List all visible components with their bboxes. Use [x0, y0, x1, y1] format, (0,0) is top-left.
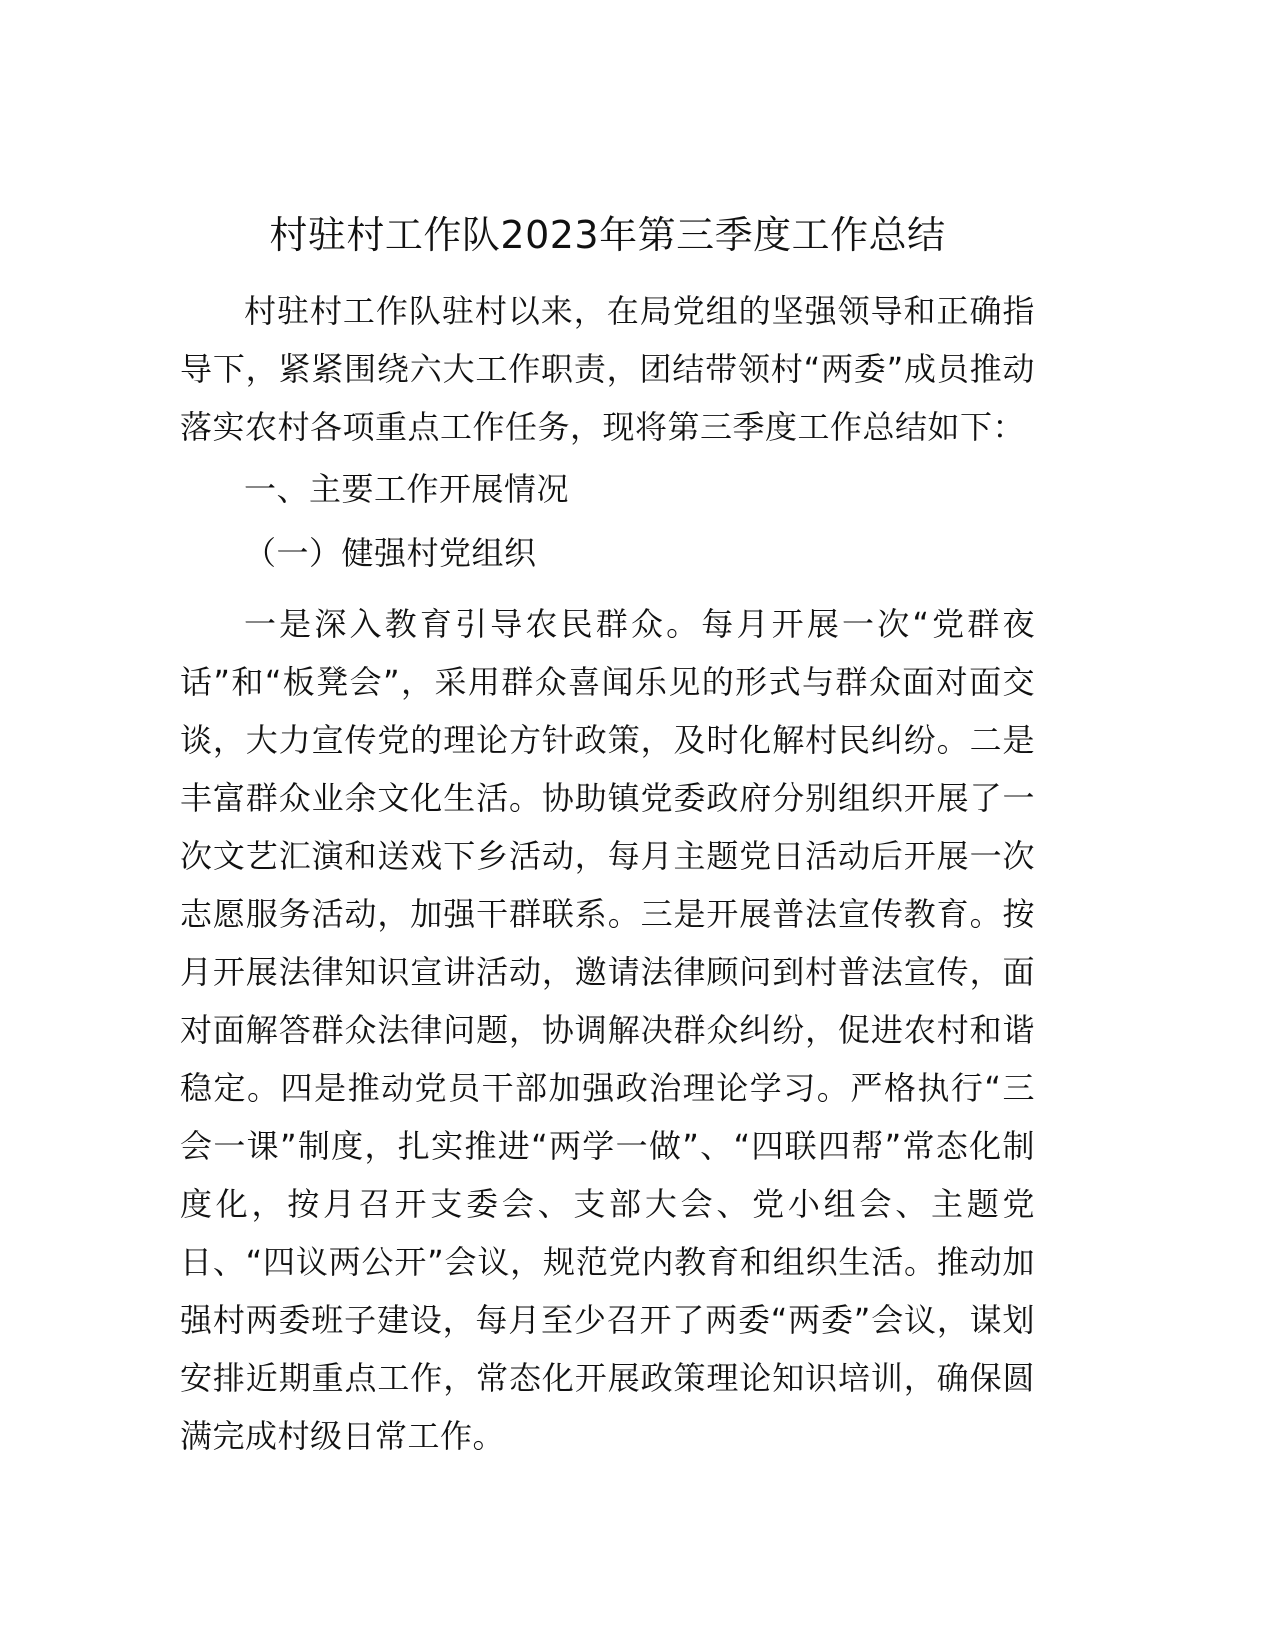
section-heading: 一、主要工作开展情况 — [244, 470, 570, 508]
subsection-heading: （一）健强村党组织 — [244, 534, 537, 572]
body-paragraph: 一是深入教育引导农民群众。每月开展一次“党群夜话”和“板凳会”，采用群众喜闻乐见的形式与群众面对面交谈，大力宣传党的理论方针政策，及时化解村民纠纷。二是丰富群众业余文化生活。协助镇党委政府分别组织开展了一次文艺汇演和送戏下乡活动，每月主题党日活动后开展一次志愿服务活动，加强干群联系。三是开展普法宣传教育。按月开展法律知识宣讲活动，邀请法律顾问到村普法宣传，面对面解答群众法律问题，协调解决群众纠纷，促进农村和谐稳定。四是推动党员干部加强政治理论学习。严格执行“三会一课”制度，扎实推进“两学一做”、“四联四帮”常态化制度化，按月召开支委会、支部大会、党小组会、主题党日、“四议两公开”会议，规范党内教育和组织生活。推动加强村两委班子建设，每月至少召开了两委“两委”会议，谋划安排近期重点工作，常态化开展政策理论知识培训，确保圆满完成村级日常工作。 — [180, 605, 1035, 1455]
intro-paragraph: 村驻村工作队驻村以来，在局党组的坚强领导和正确指导下，紧紧围绕六大工作职责，团结带领村“两委”成员推动落实农村各项重点工作任务，现将第三季度工作总结如下： — [180, 292, 1035, 446]
document-title: 村驻村工作队2023年第三季度工作总结 — [269, 213, 946, 257]
